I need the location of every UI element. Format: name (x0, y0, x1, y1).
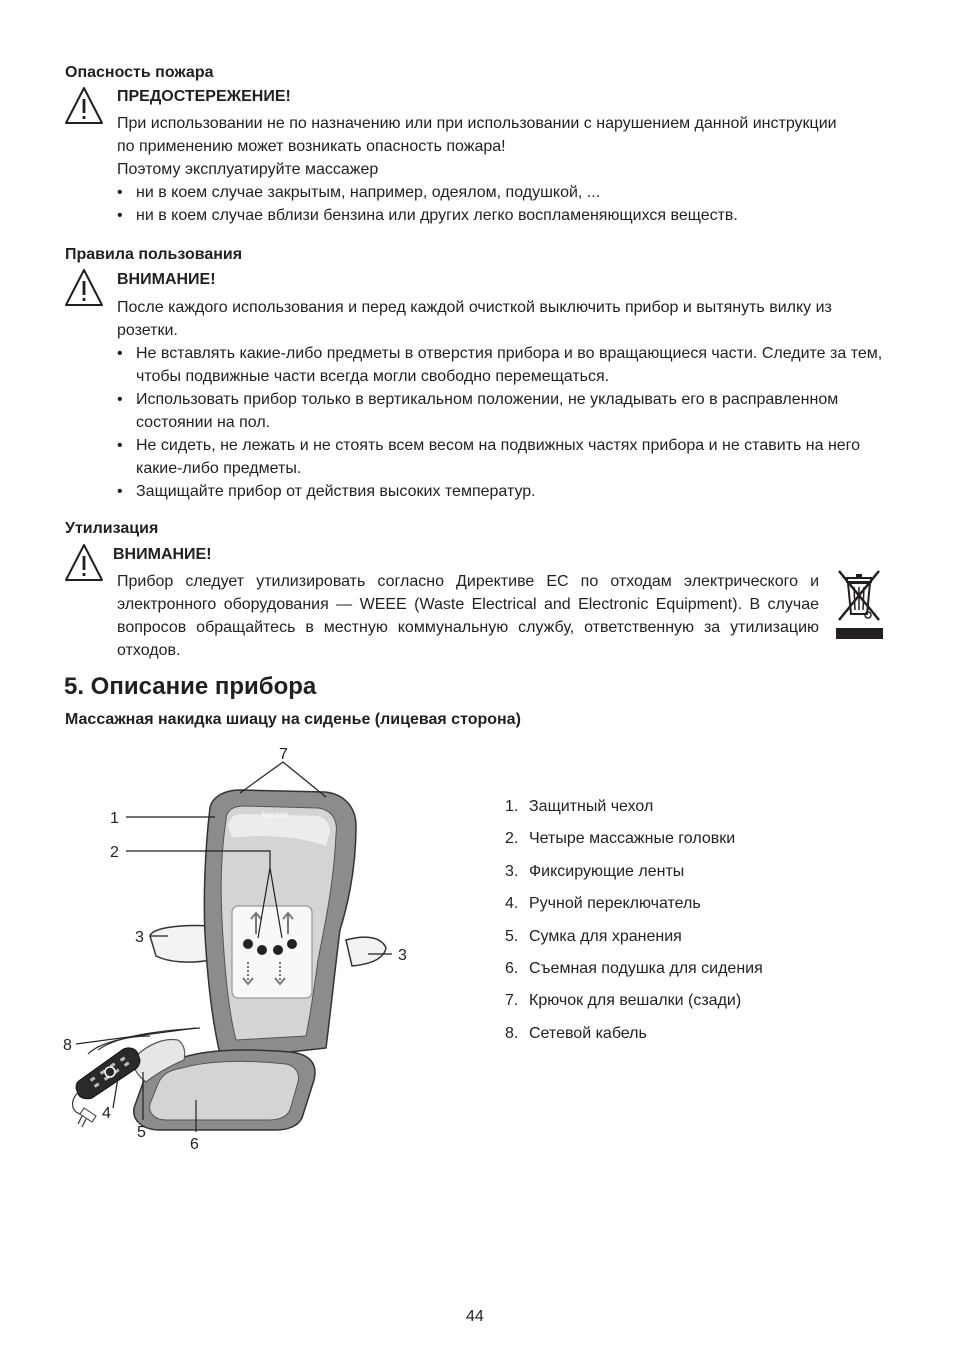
section-title: 5. Описание прибора (64, 673, 317, 700)
list-item: • Использовать прибор только в вертикальном положении, не укладывать его в расправленном состоянии на пол. (117, 388, 897, 434)
callout-4: 4 (102, 1105, 111, 1122)
disposal-text: Прибор следует утилизировать согласно Директиве ЕС по отходам электрического и электронного оборудования — WEEE (Waste Electrical and Electronic Equipment). В случае вопросов обращайтесь в местную коммунальную службу, ответственную за утилизацию отходов. (117, 573, 819, 659)
parts-list (505, 797, 885, 1056)
list-item: • Не вставлять какие-либо предметы в отверстия прибора и во вращающиеся части. Следите за тем, чтобы подвижные части всегда могли свободно перемещаться. (117, 342, 897, 388)
warning-triangle-icon (64, 86, 104, 126)
part-number: 1. (505, 798, 519, 815)
fire-bullet-list (117, 181, 907, 227)
left-strap (150, 925, 212, 962)
part-number: 4. (505, 895, 519, 913)
usage-warning-title: ВНИМАНИЕ! (117, 271, 216, 288)
usage-bullet-list (117, 342, 897, 503)
section-subtitle: Массажная накидка шиацу на сиденье (лицевая сторона) (65, 711, 521, 728)
list-item (505, 927, 885, 959)
callout-6: 6 (190, 1136, 199, 1153)
fire-heading: Опасность пожара (65, 64, 214, 81)
list-item: • Не сидеть, не лежать и не стоять всем весом на подвижных частях прибора и не ставить на него какие-либо предметы. (117, 434, 897, 480)
usage-heading: Правила пользования (65, 246, 243, 263)
remote-control (76, 1048, 140, 1099)
part-label: Сумка для хранения (529, 927, 682, 945)
callout-7: 7 (279, 746, 288, 763)
list-item (505, 829, 885, 861)
callout-3-right: 3 (398, 947, 407, 964)
right-strap (346, 937, 386, 966)
part-number: 8. (505, 1024, 519, 1042)
part-label: Фиксирующие ленты (529, 862, 685, 880)
warning-triangle-icon (64, 268, 104, 308)
part-number: 2. (505, 830, 519, 848)
list-item (505, 991, 885, 1023)
fire-text (117, 112, 907, 181)
list-item: • ни в коем случае вблизи бензина или других легко воспламеняющихся веществ. (117, 204, 907, 227)
seat-mesh (150, 1061, 299, 1120)
part-number: 3. (505, 862, 519, 880)
fire-warning-title: ПРЕДОСТЕРЕЖЕНИЕ! (117, 88, 291, 105)
part-label: Сетевой кабель (529, 1024, 647, 1042)
callout-1: 1 (110, 810, 119, 827)
callout-8: 8 (63, 1037, 72, 1054)
part-label: Съемная подушка для сидения (529, 959, 763, 977)
warning-triangle-icon (64, 543, 104, 583)
part-number: 5. (505, 927, 519, 945)
part-number: 6. (505, 959, 519, 977)
list-item (505, 959, 885, 991)
part-label: Крючок для вешалки (сзади) (529, 992, 742, 1010)
disposal-heading: Утилизация (65, 520, 159, 537)
part-label: Защитный чехол (529, 798, 654, 815)
massage-seat-diagram (60, 740, 430, 1160)
part-label: Четыре массажные головки (529, 830, 736, 848)
callout-2: 2 (110, 844, 119, 861)
fire-text-line2: по применению может возникать опасность пожара! (117, 138, 506, 155)
page-number: 44 (466, 1308, 484, 1325)
crossed-out-bin-icon (834, 568, 884, 642)
usage-text: После каждого использования и перед каждой очисткой выключить прибор и вытянуть вилку из розетки. (117, 299, 832, 339)
disposal-warning-title: ВНИМАНИЕ! (113, 546, 212, 563)
fire-text-line1: При использовании не по назначению или при использовании с нарушением данной инструкции (117, 115, 837, 132)
massage-window (232, 906, 312, 998)
list-item: • Защищайте прибор от действия высоких температур. (117, 480, 897, 503)
power-plug (80, 1108, 96, 1122)
part-label: Ручной переключатель (529, 895, 701, 913)
list-item: • ни в коем случае закрытым, например, одеялом, подушкой, ... (117, 181, 907, 204)
list-item (505, 797, 885, 829)
list-item (505, 862, 885, 894)
fire-text-line3: Поэтому эксплуатируйте массажер (117, 161, 379, 178)
list-item (505, 894, 885, 926)
brand-label: beurer (262, 810, 289, 820)
callout-3-left: 3 (135, 929, 144, 946)
list-item (505, 1024, 885, 1056)
part-number: 7. (505, 992, 519, 1010)
callout-5: 5 (137, 1124, 146, 1141)
